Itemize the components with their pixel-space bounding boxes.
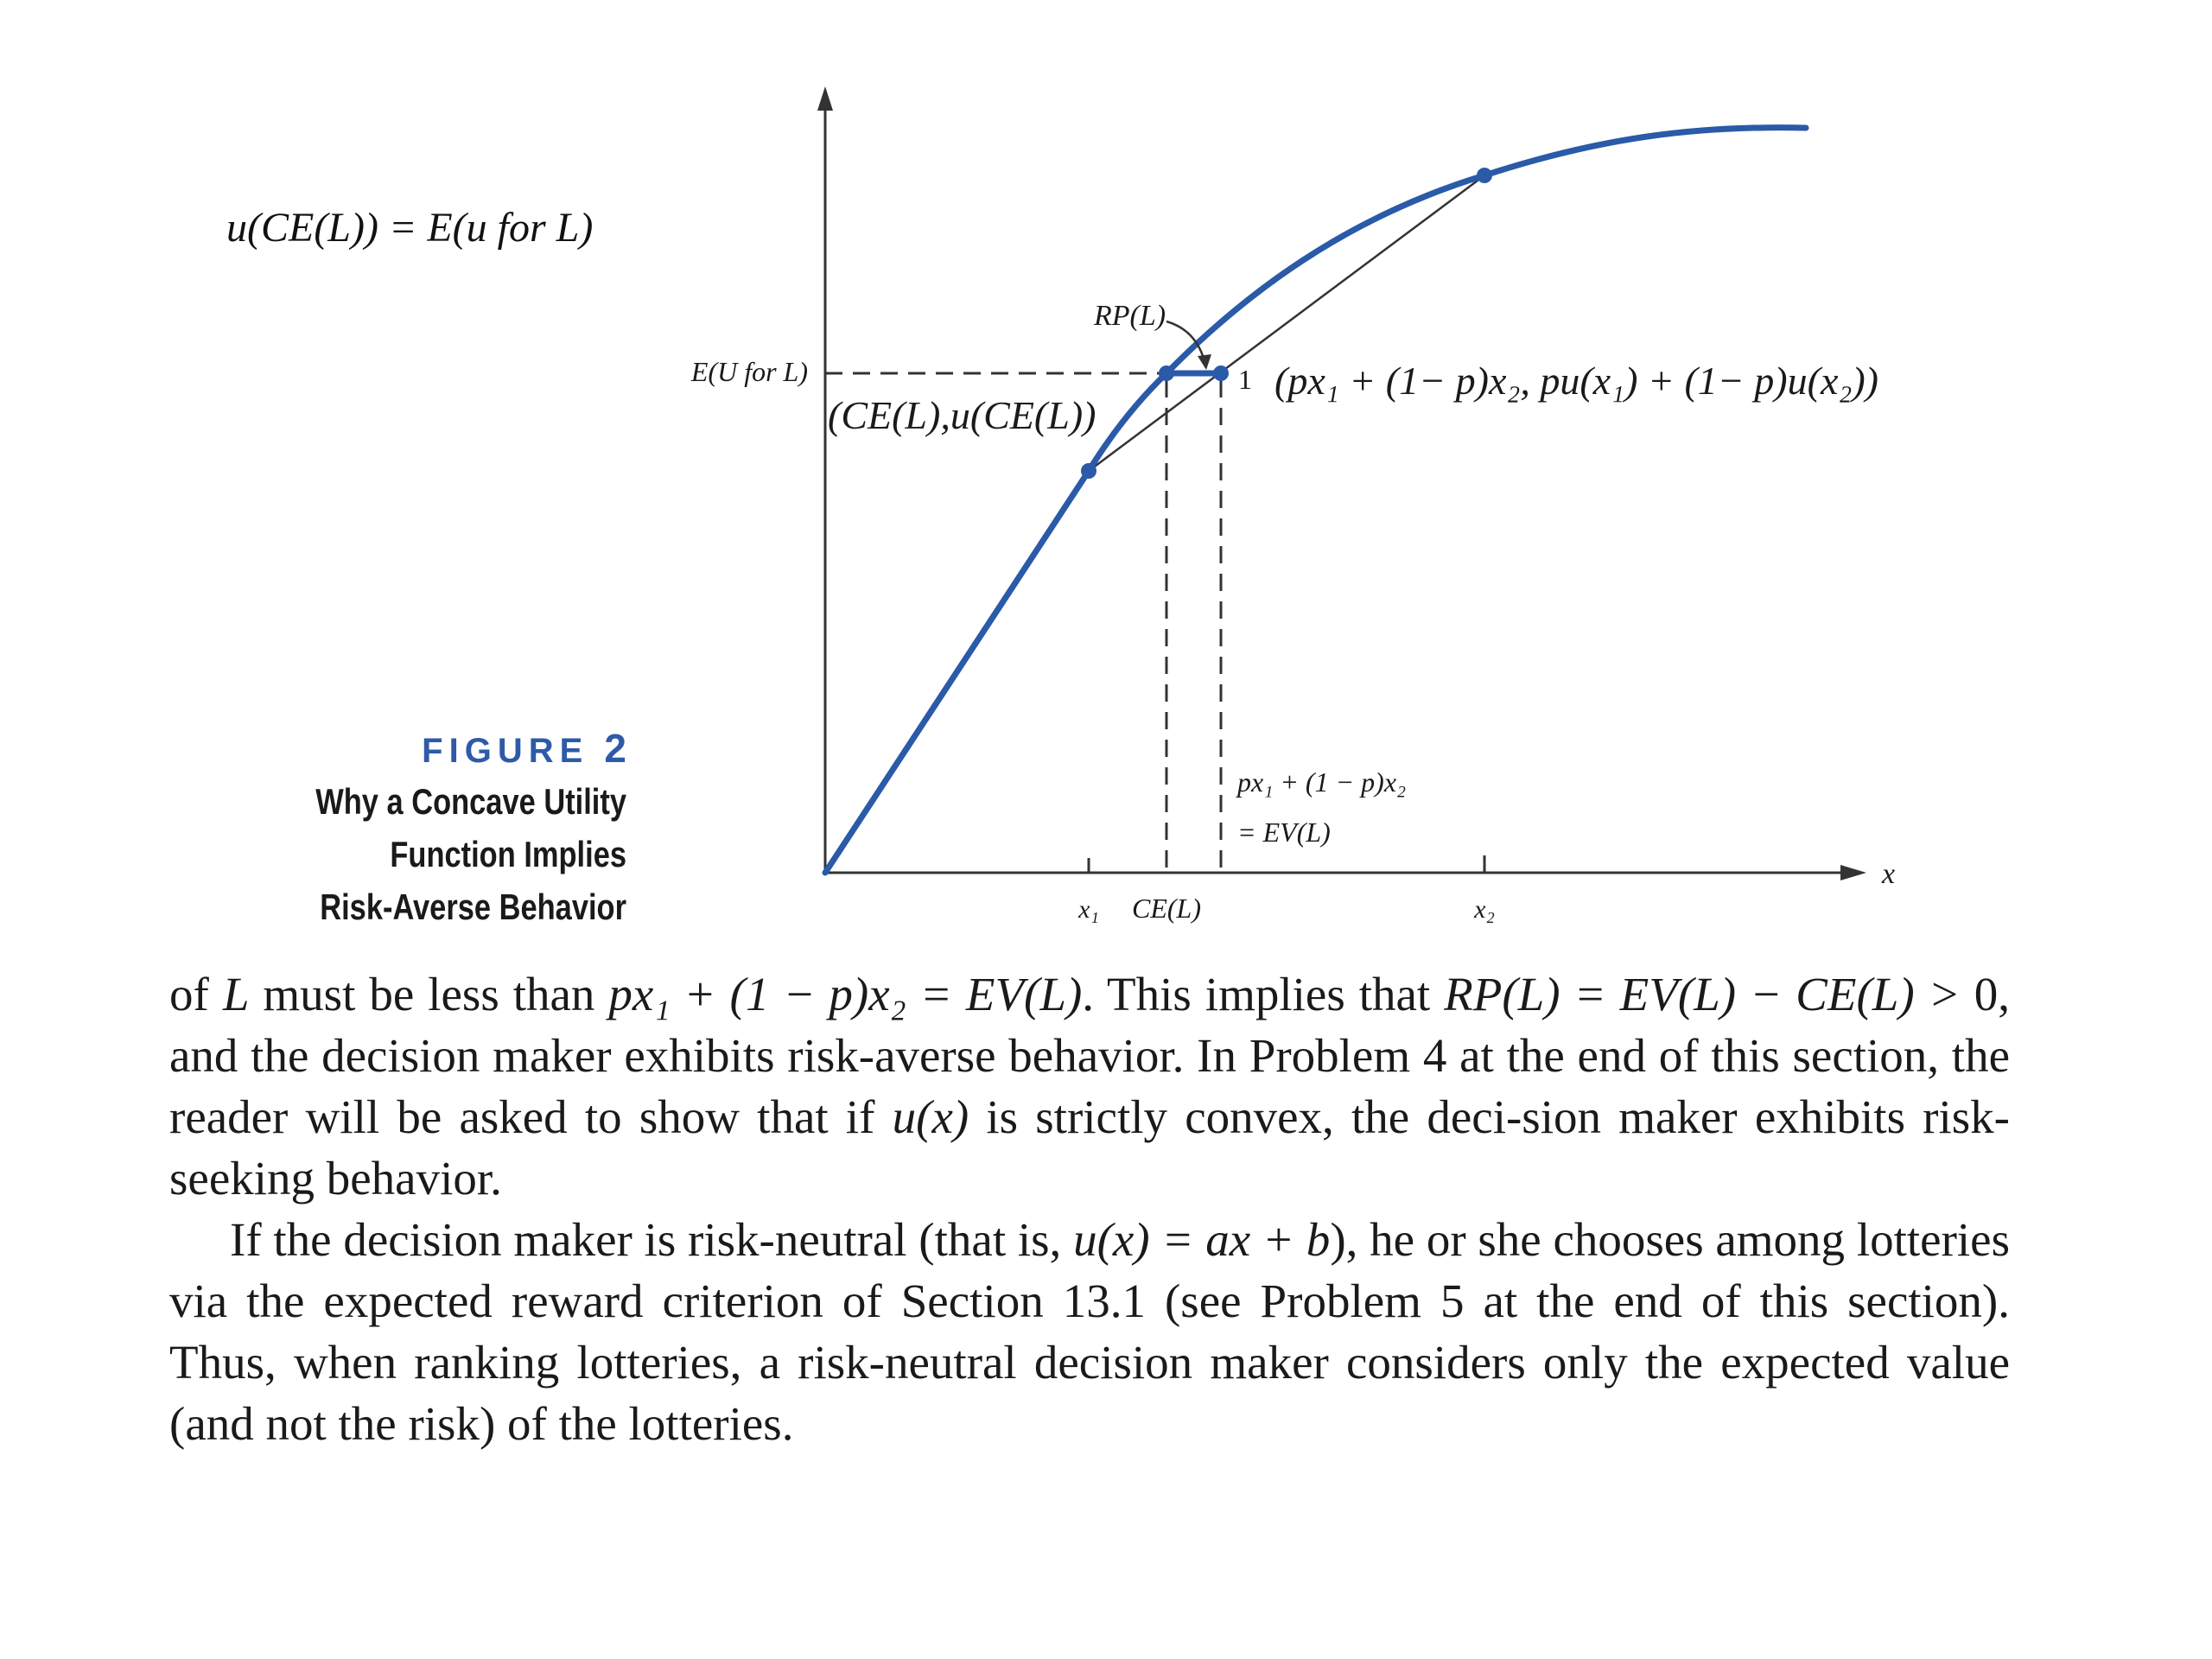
rp-label: RP(L): [1094, 300, 1166, 332]
point-ce: [1159, 365, 1174, 381]
body-text: [169, 963, 2010, 1454]
figure-label: [143, 724, 626, 775]
p1-math-rp: RP(L) = EV(L) − CE(L) >: [1444, 968, 1974, 1020]
p2-math-linear: u(x) = ax + b: [1073, 1213, 1331, 1266]
p2-text-a: If the decision maker is risk-neutral (that is,: [230, 1213, 1074, 1266]
p1-math-L: L: [222, 968, 250, 1020]
x-ticks: [1089, 855, 1484, 873]
axes: [825, 95, 1840, 873]
p1-text-d: . This implies that: [1082, 968, 1445, 1020]
paragraph-1: [169, 963, 2010, 1209]
ce-point-label: (CE(L),u(CE(L)): [828, 393, 1096, 437]
figure-caption: [143, 724, 626, 933]
p1-text-b: must be less than: [249, 968, 609, 1020]
y-axis-arrow: [817, 86, 833, 111]
figure-title-line-1: Why a Concave Utility: [315, 781, 626, 822]
chord-point-label: (px₁ + (1− p)x₂, pu(x₁) + (1− p)u(x₂)): [1274, 359, 1878, 403]
figure-label-word: FIGURE: [422, 732, 589, 770]
ev-label-line2: = EV(L): [1237, 817, 1331, 848]
figure-label-number: 2: [604, 726, 626, 771]
point-x2: [1477, 168, 1492, 183]
p1-text-h: is strictly convex, the deci-sion maker exhibits risk-seeking behavior.: [169, 1090, 2010, 1205]
figure-title-line-2: Function Implies: [390, 834, 626, 874]
p1-math-ev: px₁ + (1 − p)x₂ = EV(L): [608, 968, 1083, 1020]
p1-text-a: of: [169, 968, 223, 1020]
tick-label-ce: CE(L): [1132, 893, 1201, 924]
dashed-guides: [825, 373, 1221, 873]
point-one-label: 1: [1238, 364, 1252, 395]
left-formula: u(CE(L)) = E(u for L): [226, 205, 594, 251]
point-x1: [1081, 463, 1096, 479]
tick-label-x1: x₁: [1078, 895, 1099, 924]
point-ev: [1213, 365, 1229, 381]
rp-arrowhead: [1198, 354, 1211, 370]
p1-math-ux: u(x): [892, 1090, 969, 1143]
p1-text-f: 0, and the decision maker exhibits risk-averse behavior. In Problem 4 at the end of this section, the reader will be asked to show that if: [169, 968, 2010, 1143]
ev-label-line1: px₁ + (1 − p)x₂: [1237, 766, 1407, 798]
p2-text-c: ), he or she chooses among lotteries via the expected reward criterion of Section 13.1 (see Problem 5 at the end of this section). Thus, when ranking lotteries, a risk-neutral decision maker considers only the expected value (and not the risk) of the lotteries.: [169, 1213, 2010, 1450]
paragraph-2: [169, 1209, 2010, 1454]
figure-title-line-3: Risk-Averse Behavior: [320, 887, 626, 927]
y-axis-value-label: E(U for L): [690, 356, 808, 387]
utility-curve: [825, 128, 1806, 873]
tick-label-x2: x₂: [1474, 895, 1495, 924]
x-axis-label: x: [1882, 858, 1896, 890]
x-axis-arrow: [1840, 865, 1866, 880]
